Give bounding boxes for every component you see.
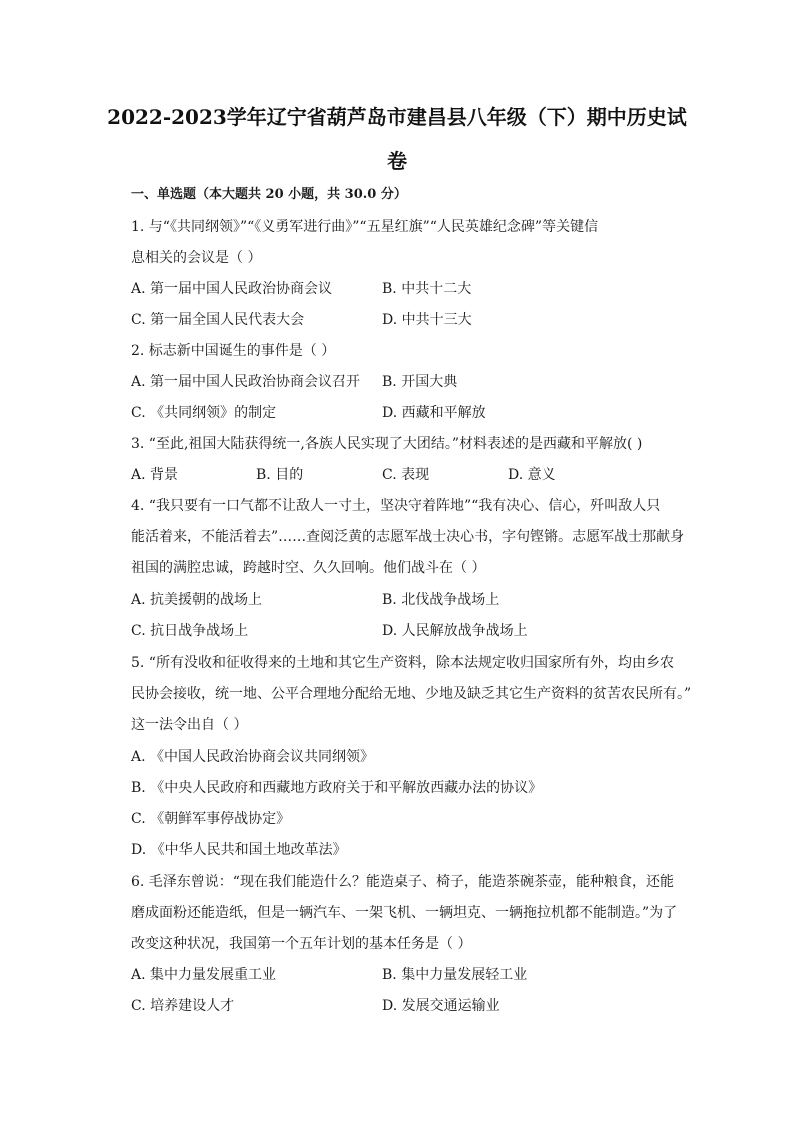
question-6-line-1: 6. 毛泽东曾说：“现在我们能造什么？能造桌子、椅子，能造茶碗茶壶，能种粮食，还能 — [131, 874, 674, 890]
question-1-option-a: A. 第一届中国人民政治协商会议 — [131, 281, 333, 297]
question-3-option-d: D. 意义 — [508, 467, 556, 483]
question-2-line-1: 2. 标志新中国诞生的事件是（ ） — [131, 343, 336, 359]
question-6-option-d: D. 发展交通运输业 — [382, 998, 500, 1014]
question-5-option-c: C. 《朝鲜军事停战协定》 — [131, 811, 291, 827]
question-5-option-a: A. 《中国人民政治协商会议共同纲领》 — [131, 749, 375, 765]
section-heading: 一、单选题（本大题共 20 小题，共 30.0 分） — [131, 187, 407, 202]
question-4-line-1: 4. “我只要有一口气都不让敌人一寸土，坚决守着阵地”“我有决心、信心，歼叫敌人只 — [131, 498, 661, 514]
question-4-line-2: 能活着来，不能活着去”……查阅泛黄的志愿军战士决心书，字句铿锵。志愿军战士那献身 — [131, 529, 685, 545]
question-1-option-c: C. 第一届全国人民代表大会 — [131, 312, 305, 328]
question-6-option-b: B. 集中力量发展轻工业 — [382, 967, 528, 983]
question-4-option-c: C. 抗日战争战场上 — [131, 623, 249, 639]
exam-title-line-1: 2022-2023学年辽宁省葫芦岛市建昌县八年级（下）期中历史试 — [107, 105, 687, 129]
question-1-option-b: B. 中共十二大 — [382, 281, 472, 297]
question-3-line-1: 3. “至此,祖国大陆获得统一,各族人民实现了大团结。”材料表述的是西藏和平解放( ) — [131, 436, 643, 452]
question-1-line-2: 息相关的会议是（ ） — [131, 250, 262, 266]
question-2-option-d: D. 西藏和平解放 — [382, 405, 486, 421]
question-4-option-d: D. 人民解放战争战场上 — [382, 623, 528, 639]
question-6-option-c: C. 培养建设人才 — [131, 998, 235, 1014]
question-3-option-a: A. 背景 — [131, 467, 179, 483]
question-4-option-a: A. 抗美援朝的战场上 — [131, 592, 263, 608]
question-1-option-d: D. 中共十三大 — [382, 312, 472, 328]
exam-title-line-2: 卷 — [387, 149, 407, 173]
question-6-line-3: 改变这种状况，我国第一个五年计划的基本任务是（ ） — [131, 936, 472, 952]
question-3-option-b: B. 目的 — [256, 467, 304, 483]
question-2-option-a: A. 第一届中国人民政治协商会议召开 — [131, 374, 361, 390]
question-3-option-c: C. 表现 — [382, 467, 430, 483]
question-5-line-3: 这一法令出自（ ） — [131, 717, 248, 733]
question-1-line-1: 1. 与“《共同纲领》”“《义勇军进行曲》”“五星红旗”“人民英雄纪念碑”等关键信 — [131, 219, 599, 235]
question-4-line-3: 祖国的满腔忠诚，跨越时空、久久回响。他们战斗在（ ） — [131, 560, 486, 576]
question-5-option-b: B. 《中央人民政府和西藏地方政府关于和平解放西藏办法的协议》 — [131, 780, 543, 796]
question-2-option-c: C. 《共同纲领》的制定 — [131, 405, 277, 421]
question-4-option-b: B. 北伐战争战场上 — [382, 592, 500, 608]
question-6-option-a: A. 集中力量发展重工业 — [131, 967, 277, 983]
question-5-line-1: 5. “所有没收和征收得来的土地和其它生产资料，除本法规定收归国家所有外，均由乡农 — [131, 655, 674, 671]
question-5-option-d: D. 《中华人民共和国土地改革法》 — [131, 842, 347, 858]
question-6-line-2: 磨成面粉还能造纸，但是一辆汽车、一架飞机、一辆坦克、一辆拖拉机都不能制造。”为了 — [131, 905, 678, 921]
question-2-option-b: B. 开国大典 — [382, 374, 458, 390]
question-5-line-2: 民协会接收，统一地、公平合理地分配给无地、少地及缺乏其它生产资料的贫苦农民所有。” — [131, 686, 692, 702]
